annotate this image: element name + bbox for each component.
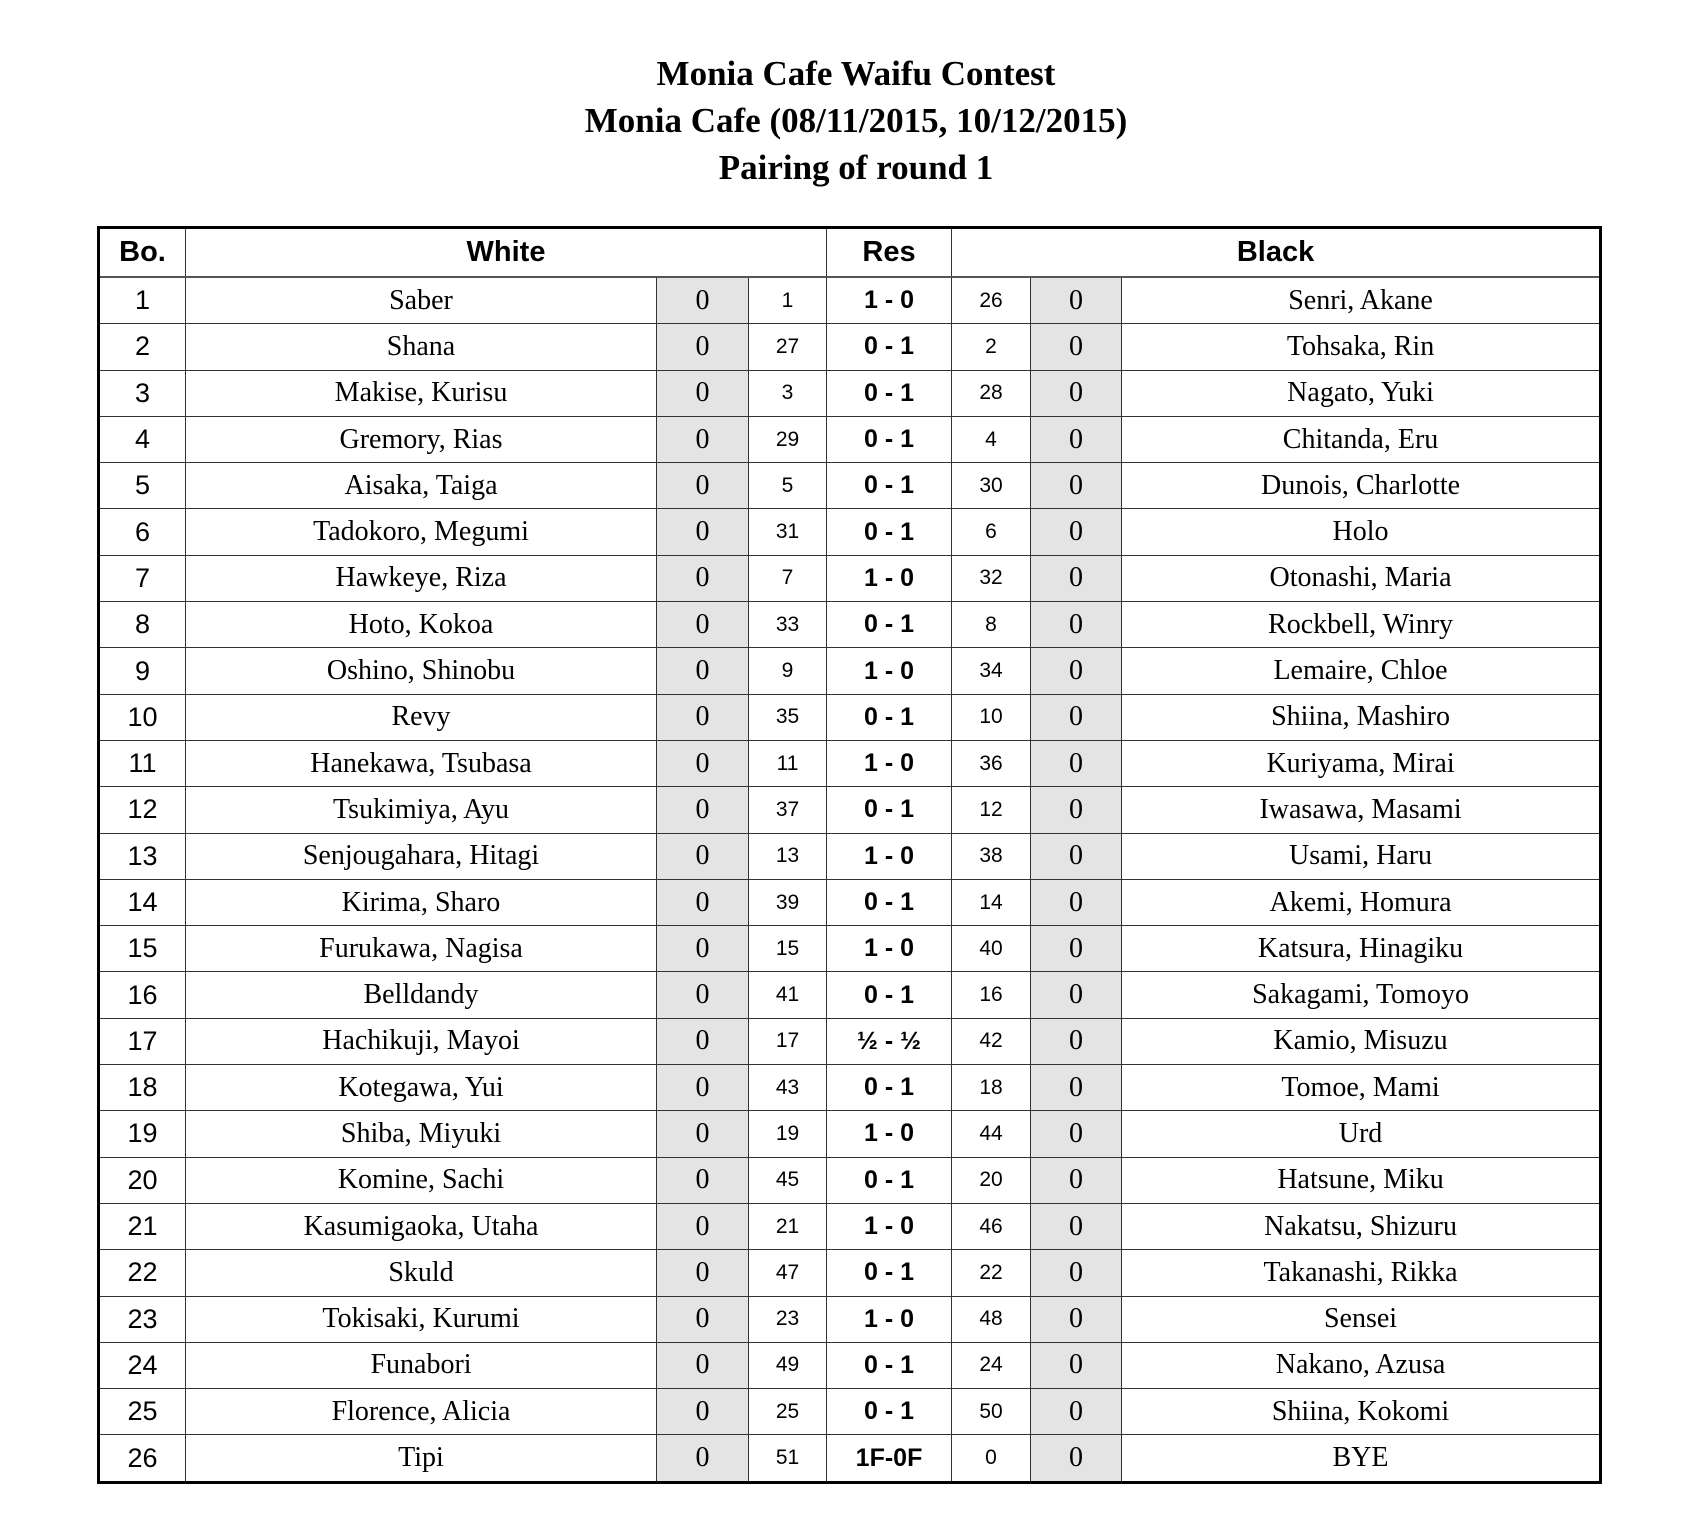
white-player-number: 5: [749, 463, 827, 509]
white-player-name: Tsukimiya, Ayu: [186, 787, 657, 833]
document-header: [0, 50, 1700, 191]
white-player-points: 0: [657, 463, 749, 509]
board-number: 11: [99, 740, 186, 786]
black-player-name: Usami, Haru: [1122, 833, 1601, 879]
white-player-number: 37: [749, 787, 827, 833]
board-number: 15: [99, 926, 186, 972]
white-player-points: 0: [657, 1389, 749, 1435]
white-player-points: 0: [657, 787, 749, 833]
black-player-name: Senri, Akane: [1122, 277, 1601, 324]
white-player-points: 0: [657, 1435, 749, 1482]
white-player-name: Kirima, Sharo: [186, 879, 657, 925]
white-player-name: Kotegawa, Yui: [186, 1065, 657, 1111]
board-number: 21: [99, 1203, 186, 1249]
table-row: [99, 787, 1601, 833]
board-number: 1: [99, 277, 186, 324]
table-row: [99, 463, 1601, 509]
board-number: 8: [99, 602, 186, 648]
black-player-points: 0: [1031, 833, 1122, 879]
game-result: 1 - 0: [827, 740, 952, 786]
table-row: [99, 1157, 1601, 1203]
tournament-title: Monia Cafe Waifu Contest: [656, 54, 1056, 93]
white-player-number: 13: [749, 833, 827, 879]
black-player-points: 0: [1031, 1296, 1122, 1342]
table-row: [99, 277, 1601, 324]
white-player-points: 0: [657, 648, 749, 694]
black-player-name: Shiina, Mashiro: [1122, 694, 1601, 740]
table-row: [99, 324, 1601, 370]
tournament-venue-dates: Monia Cafe (08/11/2015, 10/12/2015): [584, 101, 1128, 140]
board-number: 23: [99, 1296, 186, 1342]
black-player-name: Holo: [1122, 509, 1601, 555]
black-player-name: BYE: [1122, 1435, 1601, 1482]
white-player-name: Furukawa, Nagisa: [186, 926, 657, 972]
white-player-number: 35: [749, 694, 827, 740]
table-row: [99, 694, 1601, 740]
white-player-name: Gremory, Rias: [186, 416, 657, 462]
black-player-points: 0: [1031, 1111, 1122, 1157]
table-row: [99, 1435, 1601, 1482]
board-number: 18: [99, 1065, 186, 1111]
board-number: 17: [99, 1018, 186, 1064]
white-player-points: 0: [657, 509, 749, 555]
black-player-number: 6: [952, 509, 1031, 555]
black-player-number: 0: [952, 1435, 1031, 1482]
table-row: [99, 1342, 1601, 1388]
white-player-number: 41: [749, 972, 827, 1018]
black-player-number: 34: [952, 648, 1031, 694]
game-result: 0 - 1: [827, 1389, 952, 1435]
black-player-points: 0: [1031, 416, 1122, 462]
white-player-points: 0: [657, 602, 749, 648]
black-player-name: Lemaire, Chloe: [1122, 648, 1601, 694]
game-result: 1 - 0: [827, 833, 952, 879]
white-player-name: Tokisaki, Kurumi: [186, 1296, 657, 1342]
white-player-points: 0: [657, 370, 749, 416]
white-player-name: Oshino, Shinobu: [186, 648, 657, 694]
black-player-number: 40: [952, 926, 1031, 972]
game-result: 0 - 1: [827, 324, 952, 370]
white-player-name: Hawkeye, Riza: [186, 555, 657, 601]
black-player-points: 0: [1031, 1342, 1122, 1388]
game-result: 0 - 1: [827, 602, 952, 648]
table-row: [99, 926, 1601, 972]
black-player-number: 16: [952, 972, 1031, 1018]
black-player-points: 0: [1031, 555, 1122, 601]
white-player-points: 0: [657, 277, 749, 324]
pairing-rows: [99, 277, 1601, 1482]
table-row: [99, 370, 1601, 416]
white-player-name: Belldandy: [186, 972, 657, 1018]
black-player-number: 22: [952, 1250, 1031, 1296]
game-result: 0 - 1: [827, 370, 952, 416]
black-player-points: 0: [1031, 370, 1122, 416]
white-player-number: 39: [749, 879, 827, 925]
white-player-name: Florence, Alicia: [186, 1389, 657, 1435]
black-player-name: Takanashi, Rikka: [1122, 1250, 1601, 1296]
black-player-number: 28: [952, 370, 1031, 416]
white-player-number: 25: [749, 1389, 827, 1435]
board-number: 9: [99, 648, 186, 694]
white-player-name: Hoto, Kokoa: [186, 602, 657, 648]
black-player-points: 0: [1031, 509, 1122, 555]
black-player-number: 4: [952, 416, 1031, 462]
game-result: 1 - 0: [827, 1111, 952, 1157]
black-player-points: 0: [1031, 926, 1122, 972]
black-player-points: 0: [1031, 694, 1122, 740]
board-number: 25: [99, 1389, 186, 1435]
table-row: [99, 740, 1601, 786]
board-number: 16: [99, 972, 186, 1018]
table-row: [99, 1389, 1601, 1435]
black-player-points: 0: [1031, 1157, 1122, 1203]
black-player-number: 24: [952, 1342, 1031, 1388]
column-header-board: Bo.: [99, 228, 186, 278]
white-player-name: Aisaka, Taiga: [186, 463, 657, 509]
white-player-points: 0: [657, 324, 749, 370]
black-player-name: Hatsune, Miku: [1122, 1157, 1601, 1203]
black-player-name: Chitanda, Eru: [1122, 416, 1601, 462]
white-player-number: 27: [749, 324, 827, 370]
black-player-name: Rockbell, Winry: [1122, 602, 1601, 648]
white-player-number: 49: [749, 1342, 827, 1388]
game-result: 0 - 1: [827, 1157, 952, 1203]
white-player-name: Saber: [186, 277, 657, 324]
white-player-points: 0: [657, 926, 749, 972]
black-player-points: 0: [1031, 1435, 1122, 1482]
black-player-points: 0: [1031, 602, 1122, 648]
table-row: [99, 509, 1601, 555]
table-row: [99, 1296, 1601, 1342]
board-number: 26: [99, 1435, 186, 1482]
board-number: 12: [99, 787, 186, 833]
black-player-name: Otonashi, Maria: [1122, 555, 1601, 601]
white-player-name: Tipi: [186, 1435, 657, 1482]
board-number: 13: [99, 833, 186, 879]
board-number: 6: [99, 509, 186, 555]
white-player-points: 0: [657, 694, 749, 740]
column-header-white: White: [186, 228, 827, 278]
black-player-points: 0: [1031, 1018, 1122, 1064]
black-player-number: 20: [952, 1157, 1031, 1203]
black-player-name: Urd: [1122, 1111, 1601, 1157]
black-player-points: 0: [1031, 740, 1122, 786]
black-player-number: 50: [952, 1389, 1031, 1435]
table-row: [99, 648, 1601, 694]
white-player-points: 0: [657, 1065, 749, 1111]
white-player-number: 15: [749, 926, 827, 972]
white-player-number: 3: [749, 370, 827, 416]
black-player-points: 0: [1031, 324, 1122, 370]
black-player-number: 44: [952, 1111, 1031, 1157]
black-player-points: 0: [1031, 1389, 1122, 1435]
black-player-points: 0: [1031, 648, 1122, 694]
white-player-points: 0: [657, 1203, 749, 1249]
black-player-number: 10: [952, 694, 1031, 740]
white-player-number: 9: [749, 648, 827, 694]
white-player-number: 7: [749, 555, 827, 601]
white-player-points: 0: [657, 555, 749, 601]
black-player-name: Sensei: [1122, 1296, 1601, 1342]
black-player-number: 12: [952, 787, 1031, 833]
table-row: [99, 1203, 1601, 1249]
black-player-name: Nagato, Yuki: [1122, 370, 1601, 416]
white-player-name: Funabori: [186, 1342, 657, 1388]
white-player-number: 33: [749, 602, 827, 648]
white-player-name: Shana: [186, 324, 657, 370]
black-player-name: Tohsaka, Rin: [1122, 324, 1601, 370]
black-player-name: Dunois, Charlotte: [1122, 463, 1601, 509]
black-player-number: 14: [952, 879, 1031, 925]
game-result: 0 - 1: [827, 1065, 952, 1111]
black-player-name: Kuriyama, Mirai: [1122, 740, 1601, 786]
black-player-name: Nakano, Azusa: [1122, 1342, 1601, 1388]
black-player-number: 38: [952, 833, 1031, 879]
black-player-number: 32: [952, 555, 1031, 601]
header-row: [99, 228, 1601, 278]
white-player-points: 0: [657, 1018, 749, 1064]
table-row: [99, 555, 1601, 601]
game-result: 1 - 0: [827, 926, 952, 972]
white-player-points: 0: [657, 1157, 749, 1203]
white-player-number: 45: [749, 1157, 827, 1203]
table-row: [99, 1018, 1601, 1064]
game-result: 1 - 0: [827, 555, 952, 601]
white-player-number: 51: [749, 1435, 827, 1482]
white-player-number: 17: [749, 1018, 827, 1064]
black-player-name: Tomoe, Mami: [1122, 1065, 1601, 1111]
game-result: 0 - 1: [827, 416, 952, 462]
white-player-points: 0: [657, 1111, 749, 1157]
column-header-result: Res: [827, 228, 952, 278]
board-number: 20: [99, 1157, 186, 1203]
black-player-name: Sakagami, Tomoyo: [1122, 972, 1601, 1018]
black-player-name: Shiina, Kokomi: [1122, 1389, 1601, 1435]
white-player-name: Revy: [186, 694, 657, 740]
white-player-number: 29: [749, 416, 827, 462]
table-row: [99, 416, 1601, 462]
white-player-number: 19: [749, 1111, 827, 1157]
black-player-number: 18: [952, 1065, 1031, 1111]
white-player-number: 43: [749, 1065, 827, 1111]
white-player-name: Senjougahara, Hitagi: [186, 833, 657, 879]
black-player-points: 0: [1031, 1250, 1122, 1296]
white-player-number: 1: [749, 277, 827, 324]
table-row: [99, 879, 1601, 925]
black-player-points: 0: [1031, 277, 1122, 324]
black-player-name: Iwasawa, Masami: [1122, 787, 1601, 833]
table-row: [99, 602, 1601, 648]
black-player-points: 0: [1031, 972, 1122, 1018]
board-number: 4: [99, 416, 186, 462]
black-player-points: 0: [1031, 463, 1122, 509]
white-player-name: Kasumigaoka, Utaha: [186, 1203, 657, 1249]
game-result: 0 - 1: [827, 787, 952, 833]
white-player-points: 0: [657, 1342, 749, 1388]
white-player-points: 0: [657, 416, 749, 462]
game-result: 0 - 1: [827, 972, 952, 1018]
black-player-name: Katsura, Hinagiku: [1122, 926, 1601, 972]
game-result: 1 - 0: [827, 1203, 952, 1249]
board-number: 2: [99, 324, 186, 370]
table-row: [99, 972, 1601, 1018]
table-row: [99, 833, 1601, 879]
black-player-number: 48: [952, 1296, 1031, 1342]
board-number: 10: [99, 694, 186, 740]
white-player-points: 0: [657, 833, 749, 879]
white-player-name: Komine, Sachi: [186, 1157, 657, 1203]
white-player-number: 47: [749, 1250, 827, 1296]
game-result: 0 - 1: [827, 509, 952, 555]
black-player-number: 42: [952, 1018, 1031, 1064]
black-player-name: Kamio, Misuzu: [1122, 1018, 1601, 1064]
pairing-table: [97, 226, 1602, 1484]
board-number: 7: [99, 555, 186, 601]
board-number: 24: [99, 1342, 186, 1388]
white-player-number: 21: [749, 1203, 827, 1249]
black-player-number: 36: [952, 740, 1031, 786]
game-result: 0 - 1: [827, 694, 952, 740]
white-player-name: Makise, Kurisu: [186, 370, 657, 416]
board-number: 5: [99, 463, 186, 509]
white-player-points: 0: [657, 740, 749, 786]
black-player-points: 0: [1031, 879, 1122, 925]
board-number: 3: [99, 370, 186, 416]
game-result: ½ - ½: [827, 1018, 952, 1064]
game-result: 0 - 1: [827, 1250, 952, 1296]
board-number: 19: [99, 1111, 186, 1157]
table-row: [99, 1111, 1601, 1157]
round-title: Pairing of round 1: [718, 148, 994, 187]
table-row: [99, 1250, 1601, 1296]
white-player-points: 0: [657, 879, 749, 925]
white-player-number: 23: [749, 1296, 827, 1342]
black-player-number: 26: [952, 277, 1031, 324]
white-player-number: 31: [749, 509, 827, 555]
white-player-name: Hachikuji, Mayoi: [186, 1018, 657, 1064]
black-player-number: 46: [952, 1203, 1031, 1249]
game-result: 1F-0F: [827, 1435, 952, 1482]
black-player-number: 2: [952, 324, 1031, 370]
white-player-name: Skuld: [186, 1250, 657, 1296]
black-player-points: 0: [1031, 1203, 1122, 1249]
board-number: 22: [99, 1250, 186, 1296]
white-player-points: 0: [657, 1296, 749, 1342]
game-result: 0 - 1: [827, 463, 952, 509]
white-player-points: 0: [657, 972, 749, 1018]
black-player-number: 8: [952, 602, 1031, 648]
black-player-points: 0: [1031, 787, 1122, 833]
black-player-points: 0: [1031, 1065, 1122, 1111]
white-player-name: Hanekawa, Tsubasa: [186, 740, 657, 786]
white-player-name: Shiba, Miyuki: [186, 1111, 657, 1157]
table-row: [99, 1065, 1601, 1111]
black-player-name: Akemi, Homura: [1122, 879, 1601, 925]
white-player-name: Tadokoro, Megumi: [186, 509, 657, 555]
game-result: 1 - 0: [827, 1296, 952, 1342]
board-number: 14: [99, 879, 186, 925]
game-result: 1 - 0: [827, 277, 952, 324]
game-result: 0 - 1: [827, 1342, 952, 1388]
game-result: 0 - 1: [827, 879, 952, 925]
white-player-points: 0: [657, 1250, 749, 1296]
black-player-number: 30: [952, 463, 1031, 509]
black-player-name: Nakatsu, Shizuru: [1122, 1203, 1601, 1249]
white-player-number: 11: [749, 740, 827, 786]
game-result: 1 - 0: [827, 648, 952, 694]
column-header-black: Black: [952, 228, 1601, 278]
